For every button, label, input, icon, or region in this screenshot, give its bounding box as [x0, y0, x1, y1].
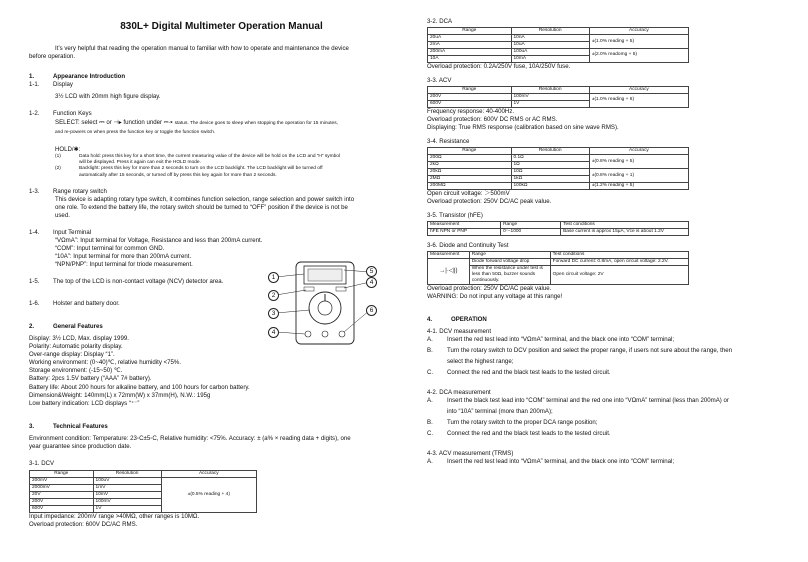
table-row: 2mA 10uA — [428, 42, 689, 49]
op-acv-steps — [427, 458, 787, 466]
subsection-input-terminal: 1-4. Input Terminal — [29, 229, 92, 237]
list-item: Over-range display: Display “1”. — [29, 351, 115, 359]
table-row: hFE NPN or PNP 0～1000 Base current is approx 15μA, Vce is about 1.2V — [428, 229, 689, 236]
diode-table: Measurement Range Test conditions →|·◁)) Diode forward voltage drop Forward DC current: 0.8mA, open circuit voltage: 2.2V. When the resistance under test is less than 50Ω, buzzer sounds continuously. Open circuit voltage: 2V — [427, 251, 689, 285]
multimeter-drawing — [268, 260, 380, 346]
table-row: 600V 1V — [428, 100, 689, 107]
callout-1: 1 — [268, 272, 279, 283]
right-column — [427, 18, 787, 469]
list-item: C. Connect the red and the black test leads to the tested circuit. — [427, 369, 611, 377]
table-row: 20uA 10nA ±(1.0% reading + 5) — [428, 35, 689, 42]
diode-title: 3-6. Diode and Continuity Test — [427, 242, 509, 250]
dc-ac-symbol-icon: ⎓ — [99, 119, 105, 127]
hold-heading: HOLD/✱: — [55, 145, 81, 153]
hold-item-1: (1) Data hold: press this key for a short time, the current measuring value of the device will be hold on the LCD and “H” symbol will be displayed. Press it again can exit the HOLD mode. — [55, 153, 341, 165]
table-row: 2MΩ 1kΩ — [428, 176, 689, 183]
table-row: 200mV 100uV ±(0.5% reading + 4) — [30, 477, 257, 484]
table-row: When the resistance under test is less than 50Ω, buzzer sounds continuously. Open circuit voltage: 2V — [428, 266, 689, 285]
resistance-note-ocv: Open circuit voltage: ＞500mV — [427, 190, 510, 197]
list-item: Battery life: About 200 hours for alkaline battery, and 100 hours for carbon battery. — [29, 383, 250, 391]
list-item: A. Insert the red test lead into “VΩmA” terminal, and the black one into “COM” terminal; — [427, 336, 675, 344]
resistance-title: 3-4. Resistance — [427, 138, 470, 146]
list-item: Display: 3½ LCD, Max. display 1999. — [29, 335, 129, 343]
dca-note: Overload protection: 0.2A/250V fuse, 10A/250V fuse. — [427, 62, 571, 70]
section-general-features-heading: 2. General Features — [29, 323, 103, 331]
diode-note-overload: Overload protection: 250V DC/AC peak value. — [427, 285, 552, 293]
multimeter-diagram — [268, 260, 380, 346]
diode-note-warning: WARNING: Do not input any voltage at this range! — [427, 293, 563, 301]
op-dca-title: 4-2. DCA measurement — [427, 389, 491, 397]
hfe-table: Measurement Range Test conditions hFE NPN or PNP 0～1000 Base current is approx 15μA, Vce is about 1.2V — [427, 221, 689, 236]
resistance-table: Range Resolution Accuracy 200Ω 0.1Ω ±(0.8% reading + 5) 2kΩ 1Ω 20kΩ 10Ω ±(0.8% reading + 1) 2MΩ 1kΩ 200MΩ 100kΩ ±(1.2% reading + 5) — [427, 147, 689, 190]
acv-note-overload: Overload protection: 600V DC RMS or AC RMS. — [427, 116, 558, 123]
page-title: 830L+ Digital Multimeter Operation Manual — [120, 21, 323, 32]
hold-item-2: (2) Backlight: press this key for more than 2 seconds to turn on the LCD backlight. The LCD backlight will be turned off automatically after 15 seconds, or turned off by press this key again for more than 2 seconds. — [55, 166, 323, 178]
list-item: C. Connect the red and the black test leads to the tested circuit. — [427, 430, 611, 438]
callout-5: 5 — [366, 266, 377, 277]
callout-4-right: 4 — [366, 277, 377, 288]
table-row: →|·◁)) Diode forward voltage drop Forward DC current: 0.8mA, open circuit voltage: 2.2V. — [428, 259, 689, 266]
list-item: A. Insert the red test lead into “VΩmA” terminal, and the black one into “COM” terminal; — [427, 458, 675, 466]
callout-3: 3 — [268, 308, 279, 319]
dcv-title: 3-1. DCV — [29, 459, 55, 467]
callout-2: 2 — [268, 290, 279, 301]
subsection-display: 1-1. Display — [29, 81, 73, 89]
display-text: 3½ LCD with 20mm high figure display. — [55, 93, 161, 101]
diode-buzzer-icon: →|·◁)) — [439, 267, 458, 274]
input-terminal-text: “VΩmA”: Input terminal for Voltage, Resistance and less than 200mA current. “COM”: Input terminal for common GND. “10A”: Input terminal for more than 200mA current. “NPN/PNP”: Input terminal for triode measurement. — [55, 237, 263, 269]
combined-symbol-icon: ⎓·▸ — [163, 120, 173, 127]
list-item: Dimension&Weight: 140mm(L) x 72mm(W) x 37mm(H), N.W.: 195g — [29, 391, 211, 399]
list-item: A. Insert the black test lead into “COM” terminal and the red one into “VΩmA” terminal (less than 200mA) or into “10A” terminal (more than 200mA); — [427, 397, 729, 416]
table-row: 20kΩ 10Ω ±(0.8% reading + 1) — [428, 169, 689, 176]
subsection-holster: 1-6. Holster and battery door. — [29, 300, 120, 308]
acv-note-frequency: Frequency response: 40-400Hz. — [427, 107, 515, 115]
general-features-list — [29, 335, 394, 407]
acv-table: Range Resolution Accuracy 200V 100mV ±(1.0% reading + 6) 600V 1V — [427, 86, 689, 108]
table-row: 20V 10mV — [30, 491, 257, 498]
callout-6: 6 — [366, 305, 377, 316]
table-row: 200Ω 0.1Ω ±(0.8% reading + 5) — [428, 155, 689, 162]
hfe-title: 3-5. Transistor (hFE) — [427, 212, 483, 220]
table-row: 200mA 100uA ±(2.0% readomg + 5) — [428, 48, 689, 55]
technical-intro: Environment condition: Temperature: 23◦C±5◦C, Relative humidity: <75%. Accuracy: ± (a% × reading data + digits), one year guarantee since production date. — [29, 434, 351, 450]
rotary-text: This device is adapting rotary type switch, it combines function selection, range selection and power switch into one role. To extend the battery life, the rotary switch should be turned to “OFF” position if the device is not be used. — [55, 195, 355, 220]
op-dca-steps — [427, 397, 787, 438]
diode-symbol-icon: ⊣▸ — [113, 120, 122, 127]
dcv-table — [29, 470, 257, 513]
table-row: 2000mV 1mV — [30, 484, 257, 491]
acv-title: 3-3. ACV — [427, 76, 452, 84]
th-accuracy: Accuracy — [161, 470, 256, 477]
resistance-note-overload: Overload protection: 250V DC/AC peak value. — [427, 198, 552, 206]
list-item: B. Turn the rotary switch to DCV position and select the proper range, if users not sure about the range, then select the highest range; — [427, 347, 732, 366]
acv-note-display: Displaying: True RMS response (calibration based on sine wave RMS). — [427, 124, 619, 132]
list-item: Polarity: Automatic polarity display. — [29, 343, 123, 351]
table-row: 200V 100mV — [30, 498, 257, 505]
dcv-note-impedance: Input impedance: 200mV range >40MΩ, other ranges is 10MΩ. — [29, 512, 200, 520]
section-operation-heading: 4. OPERATION — [427, 316, 487, 324]
op-dcv-title: 4-1. DCV measurement — [427, 328, 492, 336]
op-dcv-steps — [427, 336, 787, 377]
table-row: 10A 10mA — [428, 55, 689, 62]
th-range: Range — [30, 470, 94, 477]
table-row: 200MΩ 100kΩ ±(1.2% reading + 5) — [428, 183, 689, 190]
table-row: 2kΩ 1Ω — [428, 162, 689, 169]
dcv-note-overload: Overload protection: 600V DC/AC RMS. — [29, 520, 138, 528]
op-acv-title: 4-3. ACV measurement (TRMS) — [427, 450, 514, 458]
list-item: Storage environment: (-15~50) ℃. — [29, 367, 123, 375]
callout-4-left: 4 — [268, 327, 279, 338]
table-row: 600V 1V — [30, 505, 257, 512]
select-key-text: SELECT: select ⎓ or ⊣▸ function under ⎓·▸ status. The device goes to sleep when stopping the operation for 15 minutes, and re-powers on when press the function key or toggle the function switch. — [55, 119, 338, 136]
list-item: Low battery indication: LCD displays “⁺⁻” — [29, 399, 140, 407]
subsection-function-keys: 1-2. Function Keys — [29, 110, 92, 118]
list-item: Battery: 2pcs 1.5V battery (“AAA” 7# battery). — [29, 375, 152, 383]
dca-title: 3-2. DCA — [427, 18, 453, 25]
section-appearance-heading: 1. Appearance Introduction — [29, 73, 126, 81]
subsection-rotary: 1-3. Range rotary switch — [29, 187, 107, 195]
intro-text: It’s very helpful that reading the operation manual to familiar with how to operate and maintenance the device before operation. — [29, 45, 349, 61]
subsection-ncv: 1-5. The top of the LCD is non-contact voltage (NCV) detector area. — [29, 278, 224, 286]
table-row: 200V 100mV ±(1.0% reading + 6) — [428, 94, 689, 101]
th-resolution: Resolution — [93, 470, 161, 477]
list-item: Working environment: (0~40)℃, relative humidity <75%. — [29, 359, 182, 367]
section-technical-heading: 3. Technical Features — [29, 422, 108, 430]
dca-table: Range Resolution Accuracy 20uA 10nA ±(1.0% reading + 5) 2mA 10uA 200mA 100uA ±(2.0% readomg + 5) 10A 10mA — [427, 27, 689, 63]
list-item: B. Turn the rotary switch to the proper DCA range position; — [427, 419, 598, 427]
